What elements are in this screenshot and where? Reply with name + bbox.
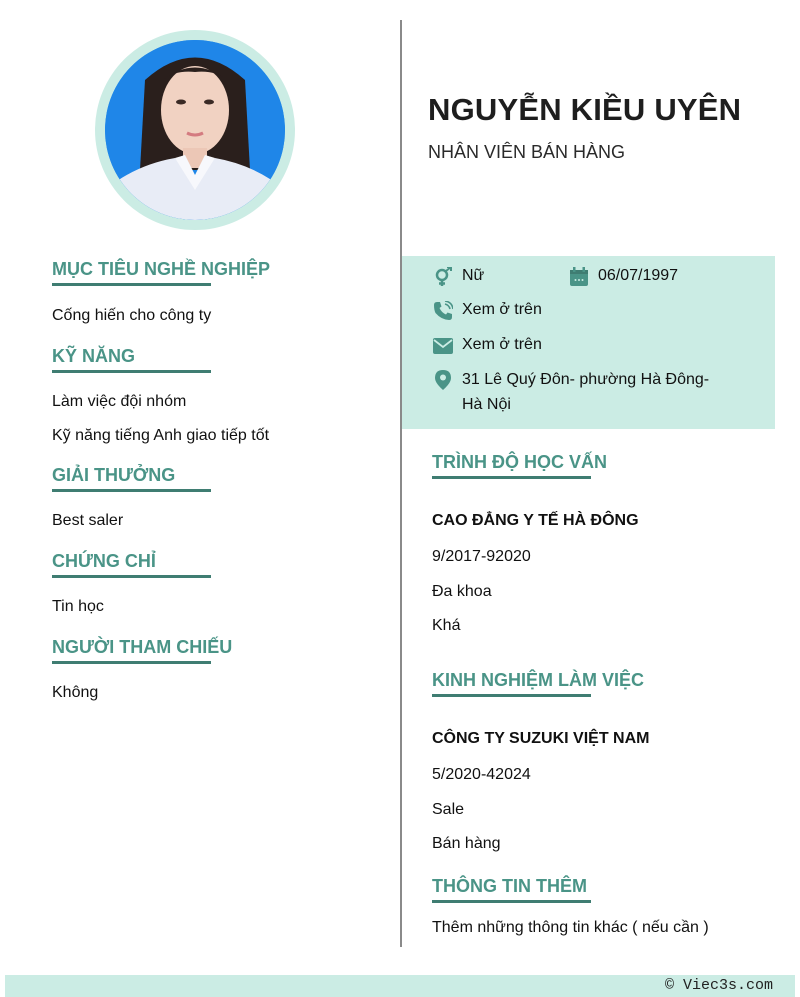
section-underline [52, 370, 211, 373]
section-underline [52, 283, 211, 286]
copyright-text: © Viec3s.com [664, 977, 773, 994]
section-title: GIẢI THƯỞNG [52, 465, 176, 485]
skills-section [52, 345, 382, 446]
additional-info-section [432, 875, 782, 938]
section-underline [432, 694, 591, 697]
award-item: Best saler [52, 512, 124, 529]
birthday-value: 06/07/1997 [598, 267, 679, 284]
objective-section [52, 258, 382, 326]
section-title: TRÌNH ĐỘ HỌC VẤN [432, 452, 607, 472]
school-name: CAO ĐẲNG Y TẾ HÀ ĐÔNG [432, 512, 639, 529]
certificate-item: Tin học [52, 598, 104, 615]
experience-role: Sale [432, 801, 465, 818]
education-major: Đa khoa [432, 583, 492, 600]
candidate-name: NGUYỄN KIỀU UYÊN [428, 92, 742, 127]
calendar-icon [568, 267, 590, 287]
section-title: CHỨNG CHỈ [52, 551, 156, 571]
gender-value: Nữ [462, 267, 485, 284]
experience-period: 5/2020-42024 [432, 766, 531, 783]
awards-section [52, 464, 382, 531]
section-title: KỸ NĂNG [52, 346, 136, 366]
experience-description: Bán hàng [432, 835, 501, 852]
avatar [105, 40, 285, 220]
skill-item: Kỹ năng tiếng Anh giao tiếp tốt [52, 427, 270, 444]
company-name: CÔNG TY SUZUKI VIỆT NAM [432, 730, 650, 747]
skill-item: Làm việc đội nhóm [52, 393, 187, 410]
section-underline [432, 900, 591, 903]
education-grade: Khá [432, 617, 461, 634]
references-section [52, 636, 382, 703]
gender-icon [432, 267, 454, 287]
phone-icon [432, 301, 454, 321]
email-icon [432, 336, 454, 356]
footer-bar [5, 975, 795, 997]
section-title: NGƯỜI THAM CHIẾU [52, 637, 233, 657]
certificates-section [52, 550, 382, 617]
email-value: Xem ở trên [462, 336, 542, 353]
avatar-frame [95, 30, 295, 230]
education-section [432, 451, 782, 636]
phone-value: Xem ở trên [462, 301, 542, 318]
column-divider [400, 20, 402, 947]
gender-row [432, 267, 484, 287]
reference-item: Không [52, 684, 99, 701]
section-underline [432, 476, 591, 479]
section-underline [52, 575, 211, 578]
birthday-row [568, 267, 678, 287]
section-title: THÔNG TIN THÊM [432, 876, 587, 896]
experience-section [432, 669, 782, 854]
section-title: MỤC TIÊU NGHỀ NGHIỆP [52, 259, 271, 279]
education-period: 9/2017-92020 [432, 548, 531, 565]
objective-item: Cống hiến cho công ty [52, 307, 212, 324]
address-row [432, 370, 709, 417]
section-title: KINH NGHIỆM LÀM VIỆC [432, 670, 645, 690]
left-column [52, 258, 382, 703]
email-row [432, 336, 542, 356]
section-underline [52, 661, 211, 664]
contact-panel [402, 256, 775, 429]
phone-row [432, 301, 542, 321]
section-underline [52, 489, 211, 492]
job-title: NHÂN VIÊN BÁN HÀNG [428, 142, 626, 162]
address-value: 31 Lê Quý Đôn- phường Hà Đông- Hà Nội [462, 371, 710, 413]
additional-info-text: Thêm những thông tin khác ( nếu cần ) [432, 919, 709, 936]
location-pin-icon [432, 370, 454, 390]
